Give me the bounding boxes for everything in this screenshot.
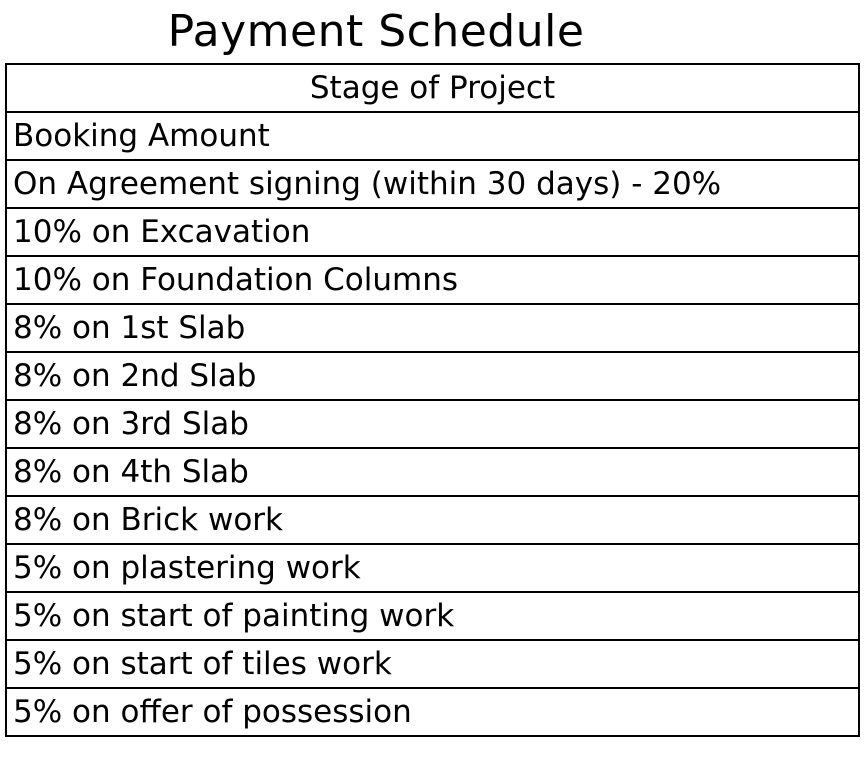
table-row <box>6 400 859 448</box>
table-row <box>6 112 859 160</box>
table-cell: 10% on Foundation Columns <box>6 256 859 304</box>
table-row <box>6 352 859 400</box>
table-row <box>6 160 859 208</box>
table-cell: 5% on start of painting work <box>6 592 859 640</box>
table-row <box>6 688 859 736</box>
table-row <box>6 544 859 592</box>
table-cell: 5% on offer of possession <box>6 688 859 736</box>
table-cell: 8% on 3rd Slab <box>6 400 859 448</box>
table-row <box>6 304 859 352</box>
table-row <box>6 208 859 256</box>
table-cell: Booking Amount <box>6 112 859 160</box>
table-cell: On Agreement signing (within 30 days) - 20% <box>6 160 859 208</box>
table-cell: 5% on start of tiles work <box>6 640 859 688</box>
table-row <box>6 256 859 304</box>
table-cell: 8% on Brick work <box>6 496 859 544</box>
table-cell: 8% on 2nd Slab <box>6 352 859 400</box>
table-row <box>6 496 859 544</box>
table-cell: 5% on plastering work <box>6 544 859 592</box>
payment-schedule-table <box>5 63 860 737</box>
column-header-stage: Stage of Project <box>6 64 859 112</box>
table-cell: 8% on 1st Slab <box>6 304 859 352</box>
table-row <box>6 448 859 496</box>
table-header-row <box>6 64 859 112</box>
table-row <box>6 592 859 640</box>
page-title: Payment Schedule <box>167 6 585 57</box>
table-row <box>6 640 859 688</box>
table-cell: 8% on 4th Slab <box>6 448 859 496</box>
table-cell: 10% on Excavation <box>6 208 859 256</box>
